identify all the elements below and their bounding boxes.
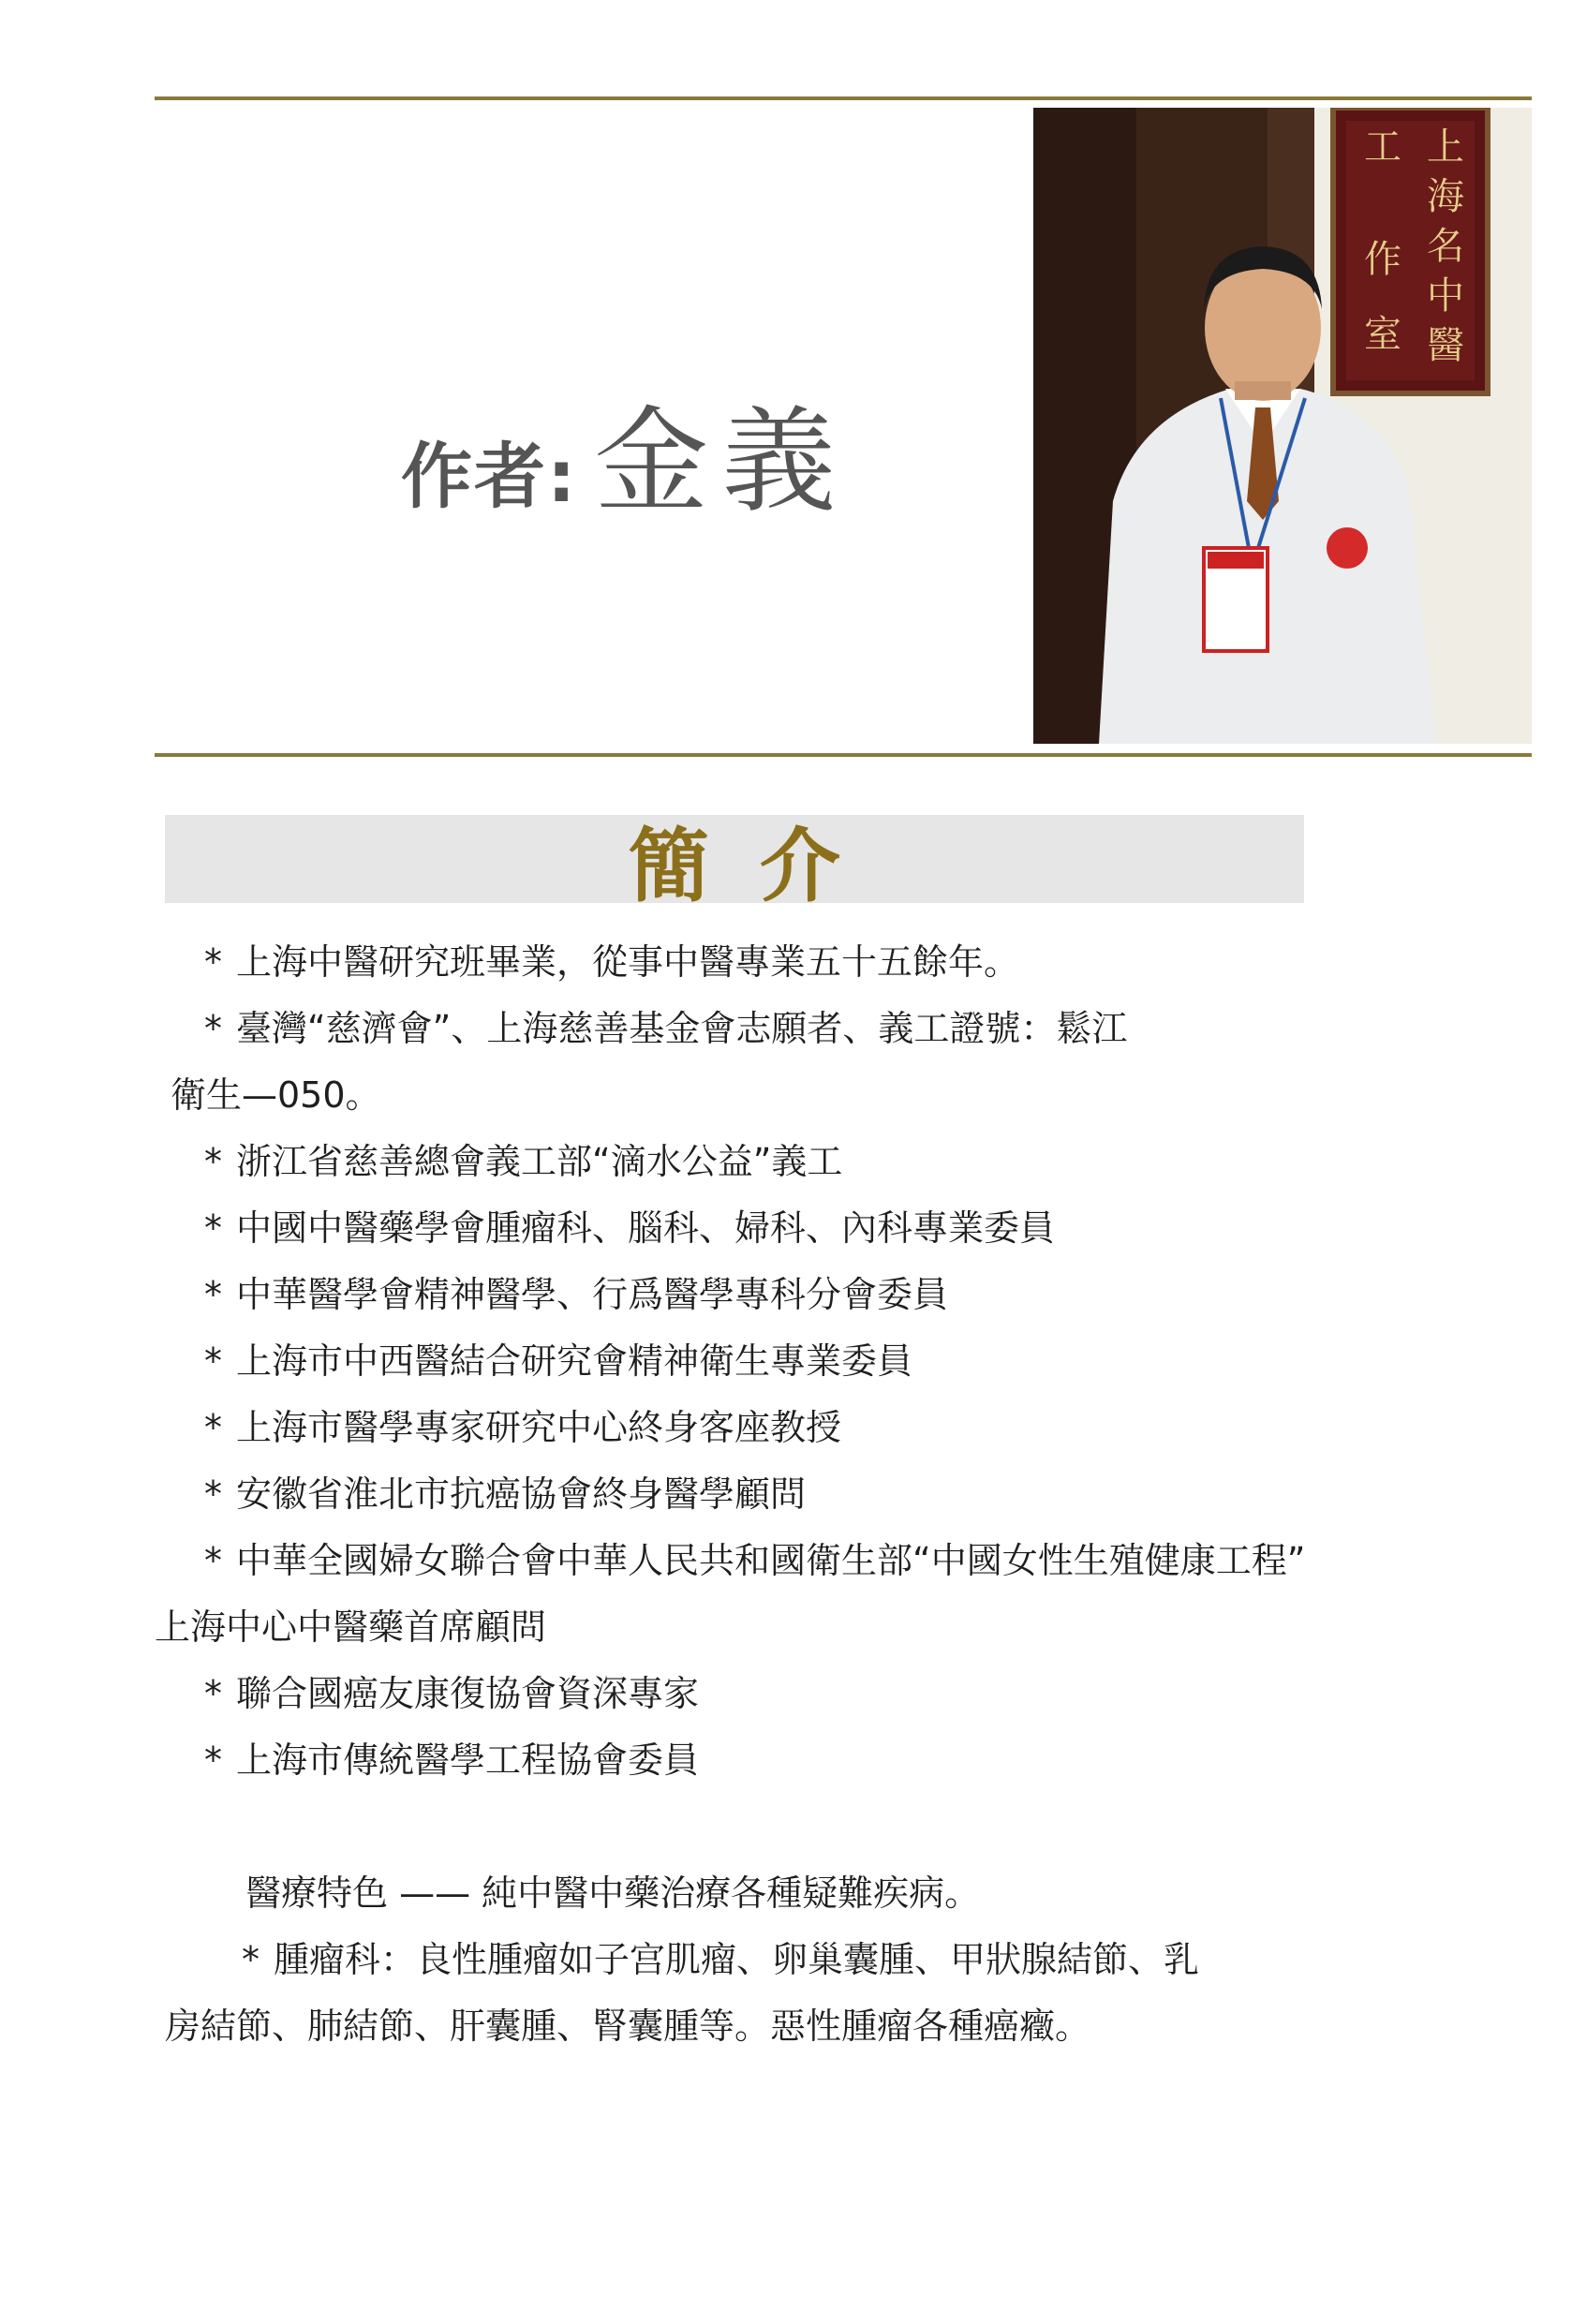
author-name: 金義	[594, 395, 850, 528]
svg-text:工: 工	[1364, 126, 1401, 169]
specialty-item-continuation: 房結節、肺結節、肝囊腫、腎囊腫等。惡性腫瘤各種癌癥。	[165, 2006, 1091, 2047]
bullet-star: *	[204, 1739, 222, 1781]
list-item-text: 臺灣“慈濟會”、上海慈善基金會志願者、義工證號：鬆江	[236, 1008, 1128, 1049]
list-item	[204, 1473, 807, 1515]
list-item	[204, 941, 1020, 983]
list-item-text: 上海市醫學專家研究中心終身客座教授	[236, 1407, 842, 1448]
list-item-text: 上海中心中醫藥首席顧問	[155, 1606, 547, 1648]
bullet-star: *	[204, 1540, 222, 1581]
list-item-text: 中國中醫藥學會腫瘤科、腦科、婦科、內科專業委員	[236, 1207, 1056, 1249]
specialty-item-text: 腫瘤科：良性腫瘤如子宫肌瘤、卵巢囊腫、甲狀腺結節、乳	[274, 1939, 1200, 1980]
specialty-heading: 醫療特色 —— 純中醫中藥治療各種疑難疾病。	[245, 1873, 981, 1914]
list-item-continuation	[171, 1074, 381, 1116]
list-item-text: 上海市中西醫結合研究會精神衛生專業委員	[236, 1340, 913, 1382]
list-item	[204, 1540, 1306, 1581]
specialty-item	[242, 1939, 1200, 1980]
svg-text:名: 名	[1427, 225, 1464, 268]
list-item-text: 中華全國婦女聯合會中華人民共和國衛生部“中國女性生殖健康工程”	[236, 1540, 1306, 1581]
bullet-star: *	[204, 1207, 222, 1249]
svg-text:醫: 醫	[1427, 324, 1464, 367]
bullet-star: *	[204, 1141, 222, 1182]
bullet-star: *	[204, 1473, 222, 1515]
list-item-text: 衛生—050。	[171, 1074, 381, 1116]
bullet-star: *	[204, 1008, 222, 1049]
list-item	[204, 1340, 913, 1382]
bullet-star: *	[242, 1939, 260, 1980]
bullet-star: *	[204, 1673, 222, 1714]
bullet-star: *	[204, 1340, 222, 1382]
list-item	[204, 1739, 700, 1781]
list-item-text: 安徽省淮北市抗癌協會終身醫學顧問	[236, 1473, 807, 1515]
list-item-text: 浙江省慈善總會義工部“滴水公益”義工	[236, 1141, 843, 1182]
list-item	[204, 1274, 949, 1315]
list-item-text: 中華醫學會精神醫學、行爲醫學專科分會委員	[236, 1274, 949, 1315]
svg-text:作: 作	[1364, 238, 1401, 281]
list-item	[204, 1008, 1128, 1049]
bullet-star: *	[204, 1274, 222, 1315]
list-item-text: 上海中醫研究班畢業，從事中醫專業五十五餘年。	[236, 941, 1020, 983]
author-label: 作者:	[401, 435, 578, 518]
intro-title: 簡介	[629, 819, 891, 913]
bullet-star: *	[204, 941, 222, 983]
svg-text:室: 室	[1364, 313, 1401, 356]
author-photo	[1033, 108, 1532, 744]
list-item-text: 上海市傳統醫學工程協會委員	[236, 1739, 700, 1781]
list-item	[204, 1407, 842, 1448]
list-item	[204, 1207, 1056, 1249]
bottom-divider	[155, 753, 1532, 757]
svg-text:海: 海	[1427, 175, 1464, 218]
list-item-continuation	[155, 1606, 547, 1648]
intro-section-header	[165, 815, 1304, 913]
top-divider	[155, 96, 1532, 100]
author-heading	[401, 370, 849, 534]
svg-text:上: 上	[1427, 126, 1464, 169]
list-item	[204, 1141, 843, 1182]
list-item-text: 聯合國癌友康復協會資深專家	[236, 1673, 700, 1714]
list-item	[204, 1673, 700, 1714]
bullet-star: *	[204, 1407, 222, 1448]
svg-text:中: 中	[1427, 274, 1464, 318]
